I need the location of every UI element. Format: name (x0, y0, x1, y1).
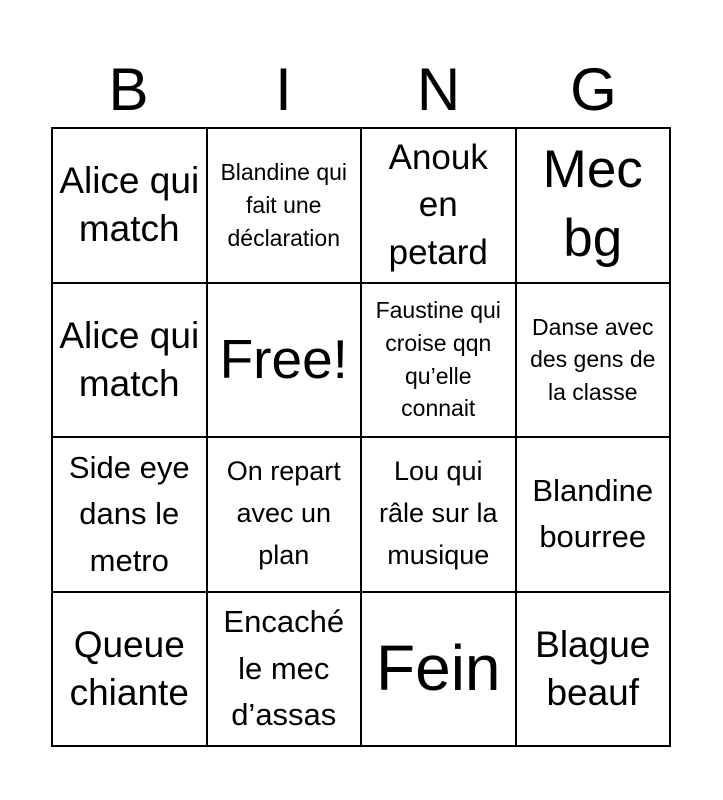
bingo-cell-r1c3[interactable] (362, 129, 517, 284)
bingo-cell-free[interactable] (208, 284, 363, 439)
cell-text: Blague beauf (535, 623, 651, 713)
bingo-cell-r3c1[interactable] (53, 438, 208, 593)
cell-text: Faustine qui croise qqn qu’elle connait (375, 297, 501, 422)
cell-text: Anouk en petard (388, 137, 488, 273)
bingo-grid (51, 127, 671, 747)
cell-text: Danse avec des gens de la classe (530, 313, 656, 406)
bingo-cell-r3c3[interactable] (362, 438, 517, 593)
free-space-text: Free! (219, 328, 348, 391)
header-letter-g: G (570, 56, 617, 123)
cell-text: Alice qui match (59, 160, 200, 250)
cell-text: Side eye dans le metro (68, 449, 190, 578)
bingo-cell-r1c2[interactable] (208, 129, 363, 284)
cell-text: Mec bg (542, 140, 643, 269)
bingo-cell-r4c2[interactable] (208, 593, 363, 748)
cell-text: On repart avec un plan (226, 456, 341, 571)
cell-text: Fein (376, 631, 501, 704)
bingo-cell-r4c3[interactable] (362, 593, 517, 748)
bingo-header (51, 52, 671, 128)
cell-text: Blandine qui fait une déclaration (220, 159, 348, 251)
cell-text: Lou qui râle sur la musique (378, 456, 498, 571)
bingo-cell-r2c1[interactable] (53, 284, 208, 439)
header-letter-b: B (108, 56, 149, 123)
header-letter-i: I (275, 56, 292, 123)
bingo-cell-r4c1[interactable] (53, 593, 208, 748)
bingo-cell-r3c2[interactable] (208, 438, 363, 593)
bingo-cell-r1c4[interactable] (517, 129, 672, 284)
bingo-cell-r1c1[interactable] (53, 129, 208, 284)
bingo-cell-r2c3[interactable] (362, 284, 517, 439)
cell-text: Queue chiante (69, 623, 189, 713)
cell-text: Alice qui match (59, 314, 200, 404)
bingo-cell-r4c4[interactable] (517, 593, 672, 748)
cell-text: Encaché le mec d’assas (223, 604, 345, 732)
header-letter-n: N (416, 56, 461, 123)
cell-text: Blandine bourree (532, 472, 654, 555)
bingo-cell-r2c4[interactable] (517, 284, 672, 439)
bingo-cell-r3c4[interactable] (517, 438, 672, 593)
